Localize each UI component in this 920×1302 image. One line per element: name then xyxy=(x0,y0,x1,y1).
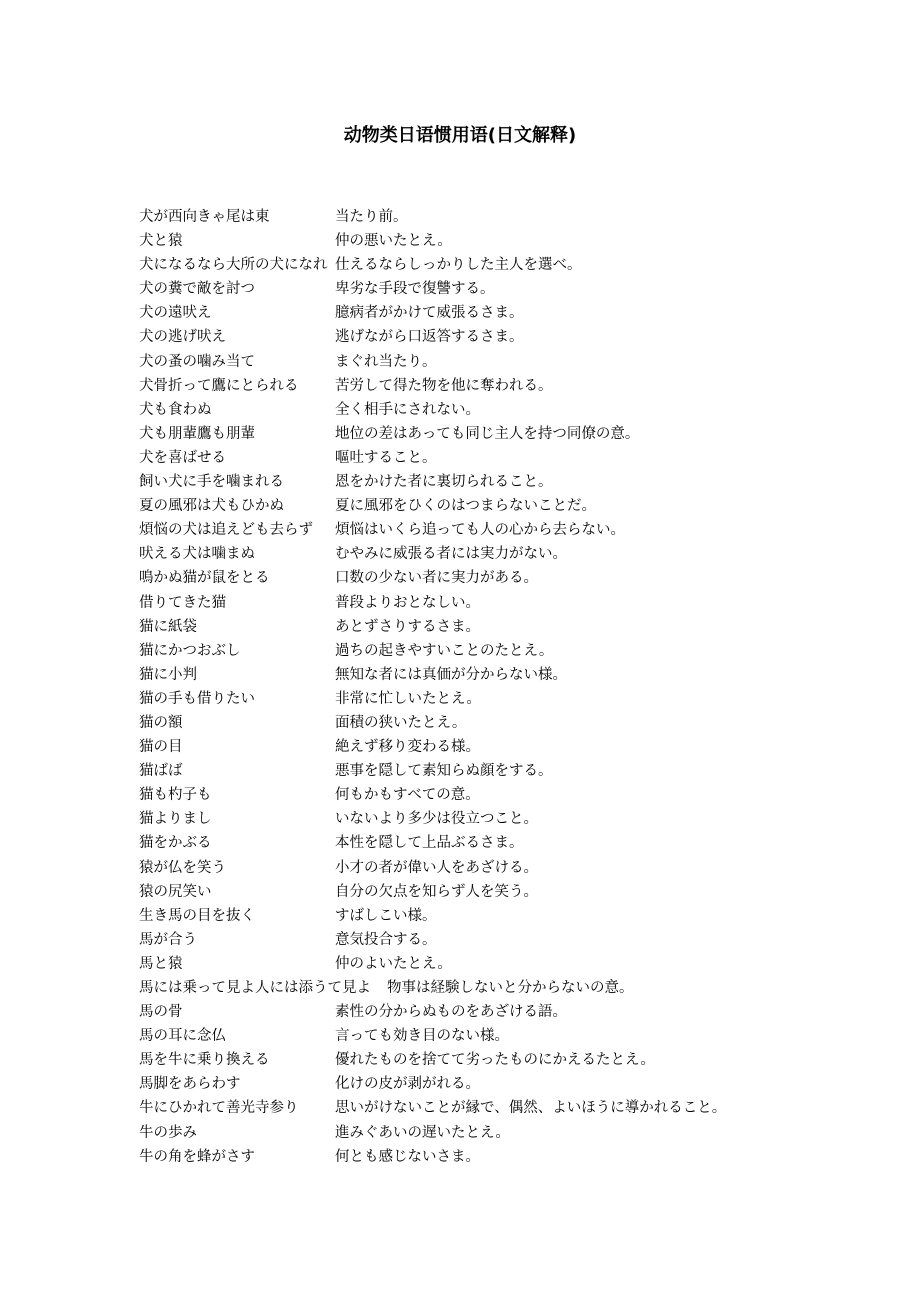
idiom-meaning: 全く相手にされない。 xyxy=(335,401,480,418)
idiom-term: 犬になるなら大所の犬になれ xyxy=(139,257,328,274)
list-item xyxy=(139,470,899,494)
idiom-term: 猫の額 xyxy=(139,714,183,731)
idiom-term: 馬には乗って見よ人には添うて見よ xyxy=(139,980,371,996)
list-item xyxy=(139,374,899,398)
list-item xyxy=(139,904,899,928)
list-item xyxy=(139,518,899,542)
idiom-meaning: 仲の悪いたとえ。 xyxy=(335,233,452,250)
list-item xyxy=(139,759,899,783)
idiom-term: 猫の手も借りたい xyxy=(139,690,255,707)
idiom-meaning: 地位の差はあっても同じ主人を持つ同僚の意。 xyxy=(335,425,640,442)
idiom-term: 鳴かぬ猫が鼠をとる xyxy=(139,570,270,587)
idiom-meaning: 小才の者が偉い人をあざける。 xyxy=(335,859,538,876)
idiom-meaning: むやみに威張る者には実力がない。 xyxy=(335,546,567,563)
list-item xyxy=(139,446,899,470)
idiom-meaning: 悪事を隠して素知らぬ顔をする。 xyxy=(335,763,553,780)
idiom-meaning: 嘔吐すること。 xyxy=(335,449,437,466)
idiom-meaning: 臆病者がかけて威張るさま。 xyxy=(335,305,524,322)
list-item xyxy=(139,398,899,422)
idiom-term: 煩悩の犬は追えども去らず xyxy=(139,522,313,539)
idiom-meaning: 優れたものを捨てて劣ったものにかえるたとえ。 xyxy=(335,1052,655,1069)
idiom-meaning: 恩をかけた者に裏切られること。 xyxy=(335,474,553,491)
page-title: 动物类日语惯用语(日文解释) xyxy=(343,125,577,146)
list-item xyxy=(139,1000,899,1024)
idiom-term: 犬を喜ばせる xyxy=(139,449,226,466)
idiom-term: 犬骨折って鷹にとられる xyxy=(139,377,299,394)
list-item xyxy=(139,928,899,952)
idiom-term: 犬も食わぬ xyxy=(139,401,212,418)
list-item xyxy=(139,1145,899,1169)
list-item xyxy=(139,566,899,590)
idiom-term: 猫も杓子も xyxy=(139,787,212,804)
idiom-meaning: 何とも感じないさま。 xyxy=(335,1148,480,1165)
idiom-term: 猫ばば xyxy=(139,763,183,780)
idiom-term: 猫に小判 xyxy=(139,666,197,683)
list-item xyxy=(139,663,899,687)
list-item xyxy=(139,542,899,566)
idiom-term: 馬の骨 xyxy=(139,1004,183,1021)
idiom-meaning: 面積の狭いたとえ。 xyxy=(335,714,467,731)
idiom-term: 犬の逃げ吠え xyxy=(139,329,226,346)
idiom-term: 借りてきた猫 xyxy=(139,594,226,611)
idiom-meaning: 逃げながら口返答するさま。 xyxy=(335,329,524,346)
idiom-meaning: 本性を隠して上品ぶるさま。 xyxy=(335,835,524,852)
idiom-term: 馬が合う xyxy=(139,931,197,948)
idiom-meaning: 化けの皮が剥がれる。 xyxy=(335,1076,480,1093)
idiom-meaning: 卑劣な手段で復讐する。 xyxy=(335,281,495,298)
idiom-meaning: すばしこい様。 xyxy=(335,907,437,924)
list-item xyxy=(139,422,899,446)
idiom-term: 馬を牛に乗り換える xyxy=(139,1052,270,1069)
idiom-meaning: 思いがけないことが縁で、偶然、よいほうに導かれること。 xyxy=(335,1100,727,1117)
list-item xyxy=(139,229,899,253)
idiom-meaning: 絶えず移り変わる様。 xyxy=(335,739,480,756)
list-item xyxy=(139,831,899,855)
idiom-term: 猿が仏を笑う xyxy=(139,859,226,876)
list-item xyxy=(139,735,899,759)
list-item xyxy=(139,350,899,374)
idiom-meaning: 進みぐあいの遅いたとえ。 xyxy=(335,1124,510,1141)
list-item xyxy=(139,325,899,349)
list-item xyxy=(139,687,899,711)
idiom-meaning: 非常に忙しいたとえ。 xyxy=(335,690,481,707)
idiom-term: 牛の歩み xyxy=(139,1124,197,1141)
list-item xyxy=(139,1096,899,1120)
idiom-term: 馬脚をあらわす xyxy=(139,1076,241,1093)
idiom-term: 馬の耳に念仏 xyxy=(139,1028,226,1045)
list-item xyxy=(139,301,899,325)
idiom-meaning: 仲のよいたとえ。 xyxy=(335,955,452,972)
idiom-meaning: 夏に風邪をひくのはつまらないことだ。 xyxy=(335,498,596,515)
idiom-list xyxy=(139,205,899,1169)
list-item xyxy=(139,1024,899,1048)
idiom-term: 猫にかつおぶし xyxy=(139,642,241,659)
idiom-term: 飼い犬に手を噛まれる xyxy=(139,474,284,491)
list-item xyxy=(139,591,899,615)
idiom-meaning: 意気投合する。 xyxy=(335,931,437,948)
idiom-meaning: 煩悩はいくら追っても人の心から去らない。 xyxy=(335,522,625,539)
idiom-term: 夏の風邪は犬もひかぬ xyxy=(139,498,284,515)
idiom-meaning: いないより多少は役立つこと。 xyxy=(335,811,538,828)
idiom-term: 猫よりまし xyxy=(139,811,212,828)
list-item xyxy=(139,494,899,518)
idiom-meaning: あとずさりするさま。 xyxy=(335,618,480,635)
list-item xyxy=(139,783,899,807)
idiom-term: 犬の遠吠え xyxy=(139,305,212,322)
idiom-meaning: 何もかもすべての意。 xyxy=(335,787,480,804)
idiom-meaning: 普段よりおとなしい。 xyxy=(335,594,480,611)
idiom-meaning: 無知な者には真価が分からない様。 xyxy=(335,666,567,683)
idiom-term: 馬と猿 xyxy=(139,955,183,972)
idiom-meaning: 過ちの起きやすいことのたとえ。 xyxy=(335,642,554,659)
idiom-meaning: 物事は経験しないと分からないの意。 xyxy=(387,980,634,996)
idiom-term: 犬が西向きゃ尾は東 xyxy=(139,209,270,225)
list-item xyxy=(139,205,899,229)
idiom-term: 牛にひかれて善光寺参り xyxy=(139,1100,299,1117)
idiom-meaning: 苦労して得た物を他に奪われる。 xyxy=(335,377,553,394)
idiom-meaning: 言っても効き目のない様。 xyxy=(335,1028,509,1045)
idiom-term: 猫に紙袋 xyxy=(139,618,197,635)
list-item xyxy=(139,976,899,1000)
idiom-meaning: 素性の分からぬものをあざける語。 xyxy=(335,1004,567,1021)
idiom-term: 犬の糞で敵を討つ xyxy=(139,281,255,298)
idiom-term: 生き馬の目を抜く xyxy=(139,907,255,924)
idiom-term: 犬の蚤の噛み当て xyxy=(139,353,255,370)
idiom-term: 猫の目 xyxy=(139,739,183,756)
list-item xyxy=(139,807,899,831)
idiom-meaning: 口数の少ない者に実力がある。 xyxy=(335,570,538,587)
list-item xyxy=(139,880,899,904)
idiom-meaning: 自分の欠点を知らず人を笑う。 xyxy=(335,883,538,900)
list-item xyxy=(139,639,899,663)
list-item xyxy=(139,1048,899,1072)
idiom-term: 牛の角を蜂がさす xyxy=(139,1148,255,1165)
list-item xyxy=(139,615,899,639)
idiom-term: 猫をかぶる xyxy=(139,835,212,852)
idiom-meaning: 仕えるならしっかりした主人を選べ。 xyxy=(335,257,582,274)
list-item xyxy=(139,711,899,735)
list-item xyxy=(139,1121,899,1145)
idiom-term: 犬と猿 xyxy=(139,233,183,250)
list-item xyxy=(139,856,899,880)
list-item xyxy=(139,277,899,301)
idiom-term: 吠える犬は噛まぬ xyxy=(139,546,255,563)
list-item xyxy=(139,1072,899,1096)
idiom-term: 犬も朋輩鷹も朋輩 xyxy=(139,425,255,442)
idiom-term: 猿の尻笑い xyxy=(139,883,212,900)
idiom-meaning: 当たり前。 xyxy=(335,209,408,225)
idiom-meaning: まぐれ当たり。 xyxy=(335,353,437,370)
list-item xyxy=(139,253,899,277)
list-item xyxy=(139,952,899,976)
